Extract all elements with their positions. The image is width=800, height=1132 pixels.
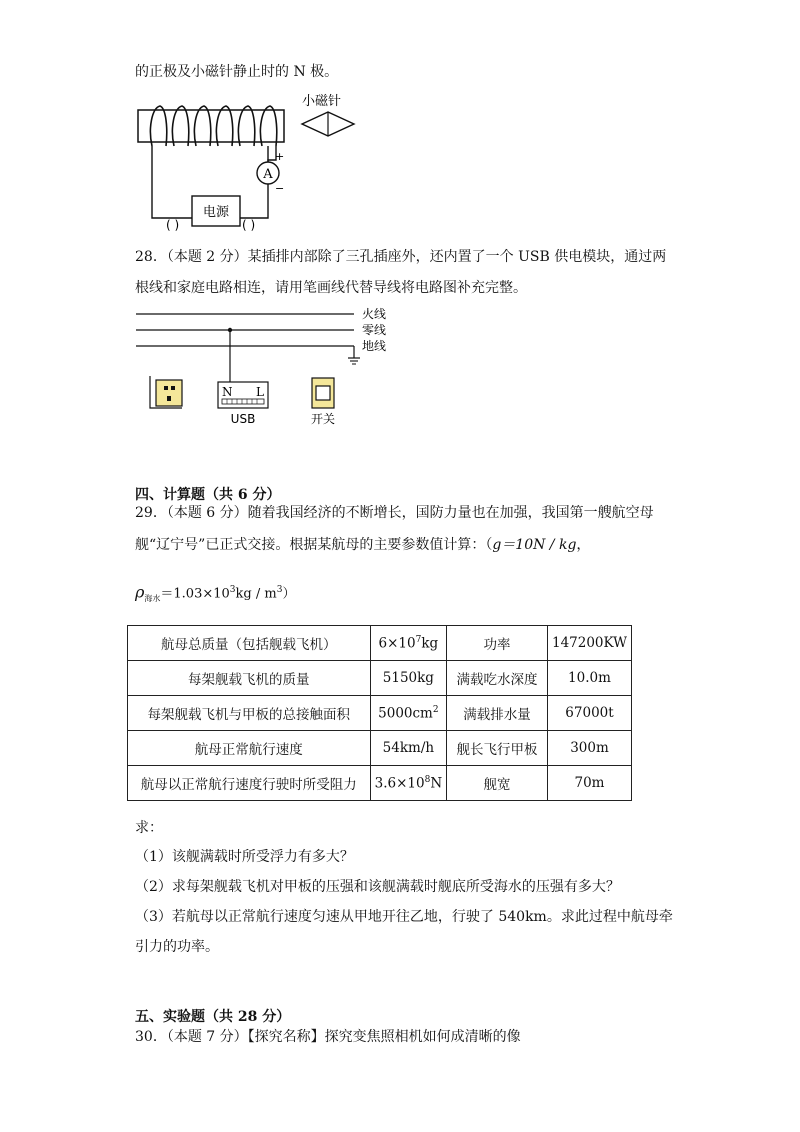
plus-sign: + xyxy=(275,150,285,163)
switch-label: 开关 xyxy=(310,412,336,426)
sub-question-3-line1: （3）若航母以正常航行速度匀速从甲地开往乙地，行驶了 540km。求此过程中航母牵 xyxy=(135,909,673,925)
fire-wire-label: 火线 xyxy=(362,307,387,321)
usb-label: USB xyxy=(230,412,256,426)
section-4-heading: 四、计算题（共 6 分） xyxy=(135,487,281,503)
coil-windings xyxy=(150,106,276,146)
ammeter-label: A xyxy=(263,167,273,182)
usb-n-terminal: N xyxy=(222,385,233,399)
switch-icon xyxy=(311,378,335,426)
carrier-parameter-table xyxy=(127,625,632,801)
gravity-constant: g＝10N / kg xyxy=(492,537,577,553)
usb-l-terminal: L xyxy=(256,385,264,399)
usb-module xyxy=(218,382,268,426)
table-row: 航母以正常航行速度行驶时所受阻力 $3.6\times 10^8N$ 舰宽 70m xyxy=(128,766,632,801)
question-continuation-text: 的正极及小磁针静止时的 N 极。 xyxy=(135,64,339,80)
table-row: 每架舰载飞机的质量 5150kg 满载吃水深度 10.0m xyxy=(128,661,632,696)
q29-text-line2: 舰“辽宁号”已正式交接。根据某航母的主要参数值计算：（g＝10N / kg， xyxy=(135,537,591,553)
sub-question-3-line2: 引力的功率。 xyxy=(135,939,219,955)
neutral-wire-label: 零线 xyxy=(362,323,387,337)
sub-question-2: （2）求每架舰载飞机对甲板的压强和该舰满载时舰底所受海水的压强有多大？ xyxy=(135,879,620,895)
power-source-label: 电源 xyxy=(202,205,230,220)
q28-text-line2: 根线和家庭电路相连，请用笔画线代替导线将电路图补充完整。 xyxy=(135,280,527,296)
compass-label: 小磁针 xyxy=(302,94,342,109)
right-pole-blank: ( ) xyxy=(242,218,256,232)
three-hole-socket xyxy=(150,376,182,408)
qiu-label: 求： xyxy=(135,820,163,836)
q28-text-line1: 28．（本题 2 分）某插排内部除了三孔插座外，还内置了一个 USB 供电模块，通过两 xyxy=(135,249,667,265)
ground-wire-label: 地线 xyxy=(362,339,387,353)
q30-text: 30．（本题 7 分）【探究名称】探究变焦照相机如何成清晰的像 xyxy=(135,1029,521,1045)
solenoid-circuit-figure xyxy=(130,88,370,236)
q29-text-line1: 29．（本题 6 分）随着我国经济的不断增长，国防力量也在加强，我国第一艘航空母 xyxy=(135,505,654,521)
table-row: 每架舰载飞机与甲板的总接触面积 $5000cm^2$ 满载排水量 67000t xyxy=(128,696,632,731)
seawater-density: $\rho_{海水}=1.03\times 10^3kg / m^3$） xyxy=(135,582,296,603)
sub-question-1: （1）该舰满载时所受浮力有多大？ xyxy=(135,849,354,865)
table-row: 航母正常航行速度 54km/h 舰长飞行甲板 300m xyxy=(128,731,632,766)
minus-sign: − xyxy=(275,182,285,195)
left-pole-blank: ( ) xyxy=(166,218,180,232)
household-circuit-figure xyxy=(130,306,400,426)
table-row: 航母总质量（包括舰载飞机） $6\times 10^7kg$ 功率 147200KW xyxy=(128,626,632,661)
section-5-heading: 五、实验题（共 28 分） xyxy=(135,1009,291,1025)
